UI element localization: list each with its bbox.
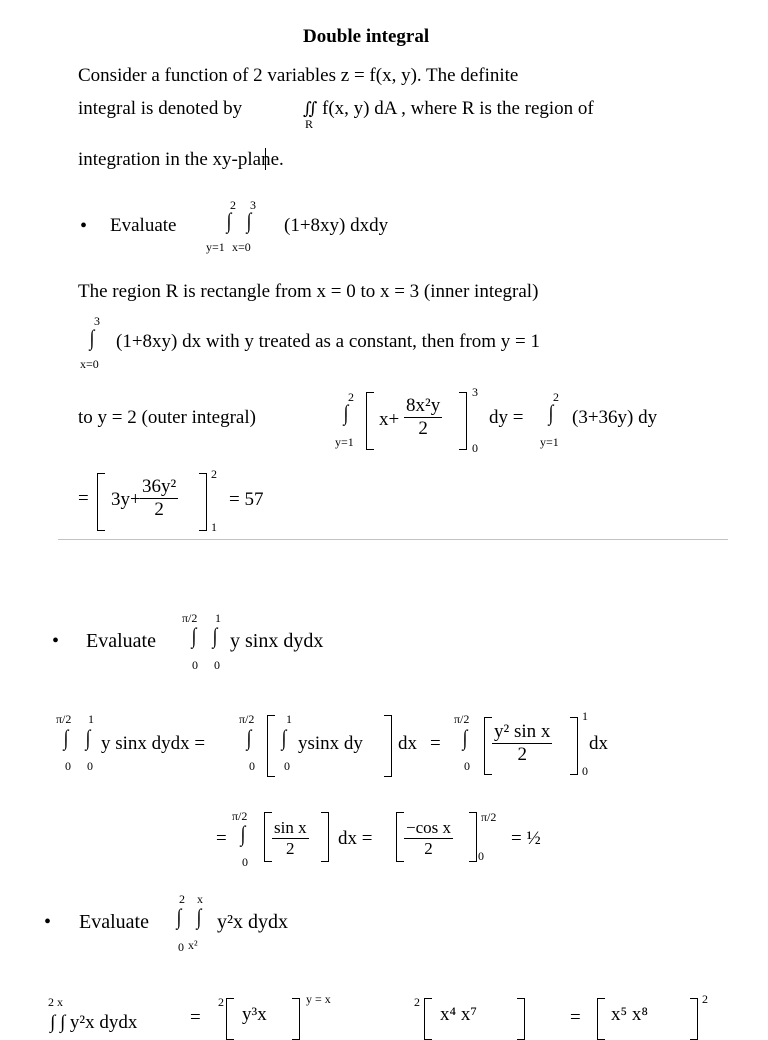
limit: y=1	[206, 240, 225, 254]
limit: π/2	[182, 611, 198, 625]
fraction-numerator: 8x²y	[406, 395, 441, 416]
integral-sign: ∫	[246, 725, 252, 750]
intro-line-3: integration in the xy-plane.	[78, 149, 284, 170]
integrand-1: (1+8xy) dxdy	[284, 215, 389, 236]
left-bracket	[484, 717, 492, 775]
integral-sign: ∫	[63, 725, 69, 750]
cut-off-text: ∫ ∫ y²x dydx	[50, 1012, 138, 1033]
evaluate-label-2: Evaluate	[86, 630, 156, 652]
right-bracket	[384, 715, 392, 777]
cut-terms: x⁴ x⁷	[440, 1004, 477, 1025]
eval-upper: 1	[582, 709, 588, 723]
bracket-expr: x+	[379, 409, 400, 430]
intro-line-2a: integral is denoted by	[78, 98, 243, 119]
integral-sign: ∫	[246, 208, 252, 233]
limit: 0	[464, 759, 470, 773]
double-integral-sign: ∬	[303, 99, 318, 118]
limit: x²	[188, 938, 198, 952]
left-bracket	[97, 473, 105, 531]
limit: 2	[553, 390, 559, 404]
bullet-1: •	[80, 215, 88, 237]
fraction	[492, 721, 552, 766]
right-bracket	[292, 998, 300, 1040]
integrand-2: y sinx dydx	[230, 630, 324, 652]
limit: 3	[94, 314, 100, 328]
left-bracket	[396, 812, 404, 862]
limit: 0	[178, 940, 184, 954]
fraction	[272, 818, 309, 859]
eval-upper: 3	[472, 385, 478, 399]
right-bracket	[321, 812, 329, 862]
equals-sign: =	[78, 488, 89, 509]
evaluate-label-1: Evaluate	[110, 215, 177, 236]
eval-upper: y = x	[306, 992, 331, 1006]
limit: 2	[179, 892, 185, 906]
limit: π/2	[232, 809, 248, 823]
fraction-denominator: 2	[154, 499, 164, 520]
limit: 2	[218, 995, 224, 1009]
eval-upper: 2	[702, 992, 708, 1006]
fraction-denominator: 2	[286, 839, 295, 858]
integral-sign: ∫	[240, 821, 246, 846]
left-bracket	[597, 998, 605, 1040]
integral-sign: ∫	[212, 623, 218, 648]
integral-sign: ∫	[89, 325, 95, 350]
outer-integrand: (3+36y) dy	[572, 407, 658, 428]
evaluate-label-3: Evaluate	[79, 911, 149, 933]
limit: 0	[214, 658, 220, 672]
integral-sign: ∫	[548, 400, 554, 425]
limit: 3	[250, 198, 256, 212]
left-bracket	[366, 392, 374, 450]
limit: 2 x	[48, 995, 63, 1009]
limit: 0	[284, 759, 290, 773]
eval-lower: 0	[472, 441, 478, 455]
limit: 0	[65, 759, 71, 773]
left-bracket	[226, 998, 234, 1040]
eval-upper: 2	[211, 467, 217, 481]
limit: 1	[88, 712, 94, 726]
limit: 1	[286, 712, 292, 726]
fraction-denominator: 2	[424, 839, 433, 858]
limit: π/2	[56, 712, 72, 726]
dy-equals: dy =	[489, 407, 524, 428]
result-1: = 57	[229, 489, 264, 510]
limit: 0	[87, 759, 93, 773]
fraction-numerator: −cos x	[406, 818, 451, 837]
integrand-3: y²x dydx	[217, 911, 288, 933]
fraction-denominator: 2	[517, 744, 527, 765]
eval-lower: 0	[478, 849, 484, 863]
limit: x	[197, 892, 203, 906]
limit: 2	[230, 198, 236, 212]
integral-sign: ∫	[196, 904, 202, 929]
limit: π/2	[454, 712, 470, 726]
equals-sign: =	[190, 1007, 201, 1028]
cut-right-terms: x⁵ x⁸	[611, 1004, 648, 1025]
limit: 1	[215, 611, 221, 625]
limit: 0	[192, 658, 198, 672]
fraction	[140, 476, 178, 521]
equals-sign: =	[430, 733, 441, 754]
limit: x=0	[232, 240, 251, 254]
intro-line-2b: f(x, y) dA , where R is the region of	[322, 98, 594, 119]
dx-label: dx	[589, 733, 608, 754]
right-bracket	[570, 717, 578, 775]
limit: 0	[242, 855, 248, 869]
right-bracket	[469, 812, 477, 862]
right-bracket	[517, 998, 525, 1040]
intro-line-1: Consider a function of 2 variables z = f(x, y). The definite	[78, 65, 519, 86]
limit: π/2	[239, 712, 255, 726]
step1-inner: ysinx dy	[298, 733, 363, 754]
right-bracket	[690, 998, 698, 1040]
integral-sign: ∫	[85, 725, 91, 750]
inner-integral-text: (1+8xy) dx with y treated as a constant, then from y = 1	[116, 331, 541, 352]
eval-lower: 1	[211, 520, 217, 534]
section-divider	[58, 539, 728, 540]
left-bracket	[264, 812, 272, 862]
cut-fraction-num: y³x	[242, 1004, 267, 1025]
limit: 2	[348, 390, 354, 404]
fraction	[404, 818, 453, 859]
region-subscript: R	[305, 117, 314, 131]
fraction-numerator: 36y²	[142, 476, 177, 497]
limit: 2	[414, 995, 420, 1009]
left-bracket	[424, 998, 432, 1040]
integral-sign: ∫	[343, 400, 349, 425]
page-title: Double integral	[303, 26, 430, 47]
bullet-3: •	[44, 911, 52, 933]
result-2: = ½	[511, 828, 541, 849]
region-description: The region R is rectangle from x = 0 to x = 3 (inner integral)	[78, 281, 539, 302]
integral-sign: ∫	[462, 725, 468, 750]
equals-sign: =	[216, 828, 227, 849]
limit: y=1	[540, 435, 559, 449]
step1-lhs: y sinx dydx =	[101, 733, 206, 754]
limit: y=1	[335, 435, 354, 449]
right-bracket	[459, 392, 467, 450]
limit: 0	[249, 759, 255, 773]
integral-sign: ∫	[281, 725, 287, 750]
limit: x=0	[80, 357, 99, 371]
dx-equals: dx =	[338, 828, 373, 849]
fraction-denominator: 2	[418, 418, 428, 439]
equals-sign: =	[570, 1007, 581, 1028]
right-bracket	[199, 473, 207, 531]
left-bracket	[267, 715, 275, 777]
text-cursor	[265, 148, 266, 170]
integral-sign: ∫	[191, 623, 197, 648]
dx-label: dx	[398, 733, 417, 754]
result-expr: 3y+	[111, 489, 141, 510]
fraction-numerator: y² sin x	[494, 721, 551, 742]
fraction-numerator: sin x	[274, 818, 307, 837]
integral-sign: ∫	[176, 904, 182, 929]
outer-integral-text: to y = 2 (outer integral)	[78, 407, 256, 428]
integral-sign: ∫	[226, 208, 232, 233]
eval-upper: π/2	[481, 810, 497, 824]
bullet-2: •	[52, 630, 60, 652]
eval-lower: 0	[582, 764, 588, 778]
fraction	[404, 395, 442, 440]
